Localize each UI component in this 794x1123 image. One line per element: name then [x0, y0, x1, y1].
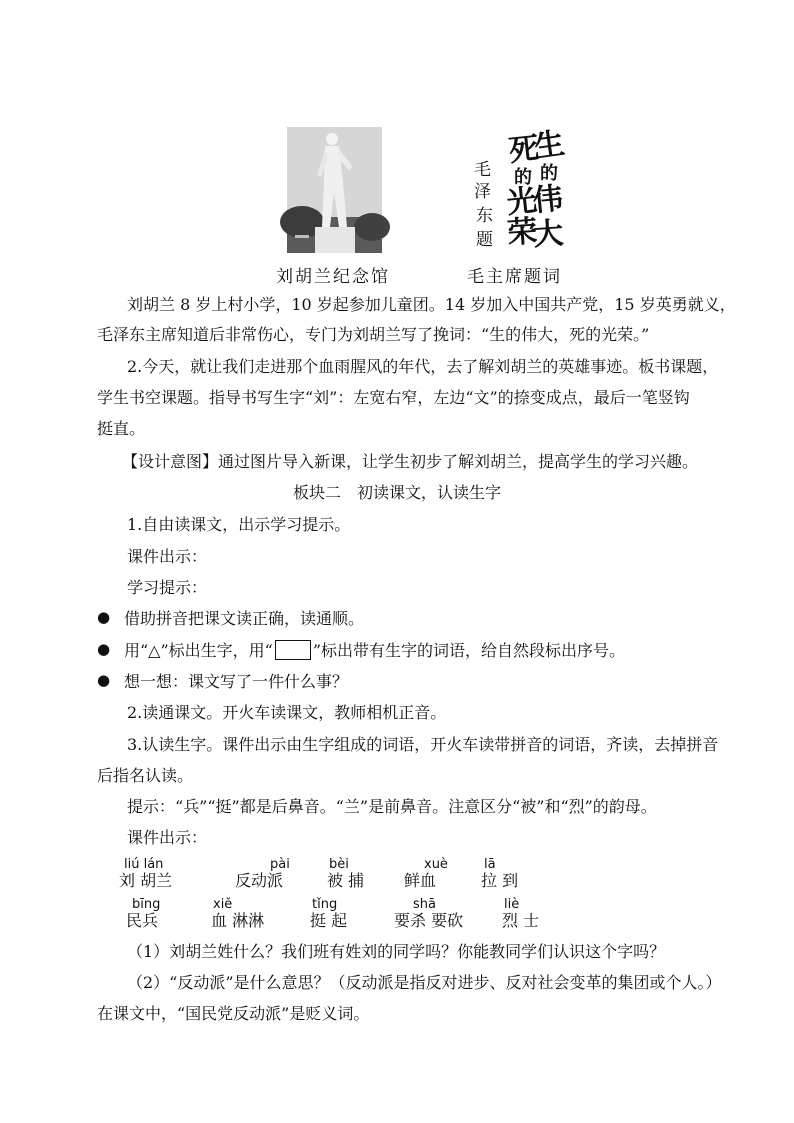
pinyin: pài — [270, 857, 290, 872]
step2-line-1: 2.今天，就让我们走进那个血雨腥风的年代，去了解刘胡兰的英雄事迹。板书课题， — [127, 357, 719, 376]
step-2-text: 2.读通课文。开火车读课文，教师相机正音。 — [127, 703, 447, 722]
vocab-word: 鲜血 — [404, 871, 437, 890]
calligraphy-caption: 毛主席题词 — [467, 267, 562, 287]
pinyin: shā — [413, 897, 436, 912]
pinyin: bīng — [132, 897, 161, 912]
pinyin: xuè — [424, 857, 448, 872]
hint-text: 提示：“兵”“挺”都是后鼻音。“兰”是前鼻音。注意区分“被”和“烈”的韵母。 — [127, 797, 657, 816]
vocab-word: 烈 士 — [502, 911, 540, 930]
vocab-word: 反动派 — [235, 871, 284, 890]
bullet-dot-1: ● — [97, 608, 111, 626]
vocab-word: 挺 起 — [310, 911, 348, 930]
bullet-dot-3: ● — [97, 671, 111, 689]
bullet-1-text: 借助拼音把课文读正确，读通顺。 — [124, 609, 365, 628]
intro-line-2: 毛泽东主席知道后非常伤心，专门为刘胡兰写了挽词：“生的伟大，死的光荣。” — [97, 325, 650, 344]
bullet-3-text: 想一想：课文写了一件什么事？ — [124, 672, 349, 691]
pinyin: liè — [504, 897, 520, 912]
question-2-line-2: 在课文中，“国民党反动派”是贬义词。 — [97, 1004, 370, 1023]
pinyin: liú lán — [124, 857, 164, 872]
intro-line-1: 刘胡兰 8 岁上村小学，10 岁起参加儿童团。14 岁加入中国共产党，15 岁英勇就义， — [127, 295, 736, 314]
section-title: 板块二 初读课文，认读生字 — [292, 483, 501, 502]
svg-text:伟: 伟 — [531, 181, 565, 219]
vocab-word: 民兵 — [126, 911, 159, 930]
vocab-word: 刘 胡兰 — [119, 871, 173, 890]
svg-text:题: 题 — [476, 230, 493, 250]
svg-text:的: 的 — [514, 167, 532, 188]
tips-label: 学习提示： — [127, 578, 208, 597]
photo-caption: 刘胡兰纪念馆 — [276, 267, 390, 287]
pinyin: bèi — [329, 857, 349, 872]
vocab-word: 拉 到 — [481, 871, 519, 890]
courseware-label-2: 课件出示： — [127, 828, 208, 847]
svg-text:光: 光 — [505, 183, 539, 221]
design-intent: 【设计意图】通过图片导入新课，让学生初步了解刘胡兰，提高学生的学习兴趣。 — [122, 452, 699, 471]
liu-hulan-memorial-photo — [287, 127, 382, 253]
pinyin: xiě — [213, 897, 233, 912]
vocab-word: 血 淋淋 — [211, 911, 265, 930]
svg-text:大: 大 — [532, 215, 565, 253]
courseware-label-1: 课件出示： — [127, 547, 208, 566]
word-box-symbol — [275, 640, 311, 660]
bullet-2-post: ”标出带有生字的词语，给自然段标出序号。 — [312, 641, 626, 660]
vocab-word: 被 捕 — [327, 871, 365, 890]
svg-text:生: 生 — [532, 126, 567, 165]
question-1: （1）刘胡兰姓什么？我们班有姓刘的同学吗？你能教同学们认识这个字吗？ — [127, 942, 666, 961]
step-1-text: 1.自由读课文，出示学习提示。 — [127, 515, 351, 534]
vocab-word: 要杀 要砍 — [394, 911, 464, 930]
bullet-dot-2: ● — [97, 640, 111, 658]
step-3-line-1: 3.认读生字。课件出示由生字组成的词语，开火车读带拼音的词语，齐读，去掉拼音 — [127, 735, 719, 754]
svg-text:毛: 毛 — [474, 160, 491, 180]
svg-text:死: 死 — [507, 131, 541, 169]
svg-text:东: 东 — [476, 206, 493, 226]
svg-text:的: 的 — [540, 163, 558, 184]
question-2-line-1: （2）“反动派”是什么意思？（反动派是指反对进步、反对社会变革的集团或个人。） — [127, 973, 722, 992]
pinyin: lā — [484, 857, 496, 872]
bullet-2-text — [124, 640, 625, 662]
pinyin: tǐng — [312, 897, 338, 912]
svg-text:荣: 荣 — [506, 213, 539, 251]
step2-line-2: 学生书空课题。指导书写生字“刘”：左宽右窄，左边“文”的捺变成点，最后一笔竖钩 — [97, 388, 690, 407]
bullet-2-pre: 用“△”标出生字，用“ — [124, 641, 273, 660]
step2-line-3: 挺直。 — [97, 419, 146, 438]
step-3-line-2: 后指名认读。 — [97, 766, 194, 785]
mao-calligraphy-image — [462, 126, 567, 253]
svg-text:泽: 泽 — [474, 182, 491, 202]
